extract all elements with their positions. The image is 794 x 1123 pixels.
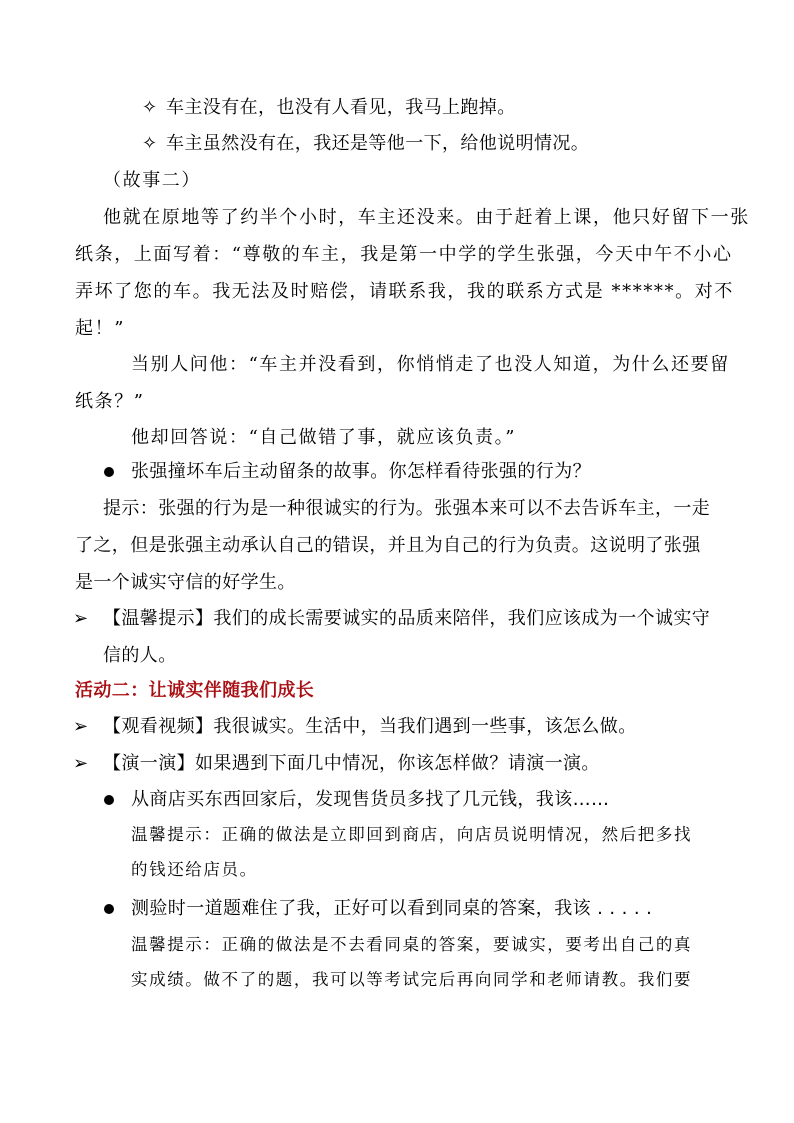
story-paragraph-line: 当别人问他：“车主并没看到，你悄悄走了也没人知道，为什么还要留 bbox=[131, 354, 730, 375]
case-text: 从商店买东西回家后，发现售货员多找了几元钱，我该…… bbox=[131, 789, 610, 810]
arrow-marker-icon: ➢ bbox=[73, 753, 89, 774]
hint-line: 是一个诚实守信的好学生。 bbox=[75, 572, 296, 593]
story-paragraph-line: 纸条，上面写着：“尊敬的车主，我是第一中学的学生张强，今天中午不小心 bbox=[75, 244, 733, 265]
case-tip-line: 的钱还给店员。 bbox=[131, 860, 258, 879]
story-paragraph-line: 纸条？” bbox=[75, 391, 145, 412]
case-tip-line: 温馨提示：正确的做法是立即回到商店，向店员说明情况，然后把多找 bbox=[131, 825, 693, 844]
option-marker-icon: ✧ bbox=[142, 133, 158, 154]
story-paragraph-line: 弄坏了您的车。我无法及时赔偿，请联系我，我的联系方式是 ******。对不 bbox=[75, 281, 734, 302]
question-text: 张强撞坏车后主动留条的故事。你怎样看待张强的行为？ bbox=[131, 461, 591, 482]
bullet-dot-icon bbox=[104, 904, 114, 914]
hint-line: 了之，但是张强主动承认自己的错误，并且为自己的行为负责。这说明了张强 bbox=[75, 535, 701, 556]
case-tip-line: 实成绩。做不了的题，我可以等考试完后再向同学和老师请教。我们要 bbox=[131, 970, 693, 989]
option-marker-icon: ✧ bbox=[142, 97, 158, 118]
option-item-1: 车主没有在，也没有人看见，我马上跑掉。 bbox=[166, 97, 516, 118]
hint-line: 提示：张强的行为是一种很诚实的行为。张强本来可以不去告诉车主，一走 bbox=[103, 498, 711, 519]
story-paragraph-line: 他却回答说：“自己做错了事，就应该负责。” bbox=[131, 427, 517, 448]
case-tip-line: 温馨提示：正确的做法是不去看同桌的答案，要诚实，要考出自己的真 bbox=[131, 935, 693, 954]
act-line: 【演一演】如果遇到下面几中情况，你该怎样做？请演一演。 bbox=[103, 753, 600, 774]
activity-heading: 活动二：让诚实伴随我们成长 bbox=[75, 680, 315, 701]
warm-tip-line: 【温馨提示】我们的成长需要诚实的品质来陪伴，我们应该成为一个诚实守 bbox=[103, 608, 711, 629]
story-paragraph-line: 他就在原地等了约半个小时，车主还没来。由于赶着上课，他只好留下一张 bbox=[103, 207, 750, 228]
arrow-marker-icon: ➢ bbox=[73, 716, 89, 737]
option-item-2: 车主虽然没有在，我还是等他一下，给他说明情况。 bbox=[166, 133, 590, 154]
story-paragraph-line: 起！” bbox=[75, 318, 126, 339]
story-title: （故事二） bbox=[103, 170, 201, 191]
warm-tip-line: 信的人。 bbox=[103, 645, 177, 666]
arrow-marker-icon: ➢ bbox=[73, 608, 89, 629]
bullet-dot-icon bbox=[104, 467, 114, 477]
bullet-dot-icon bbox=[104, 795, 114, 805]
video-line: 【观看视频】我很诚实。生活中，当我们遇到一些事，该怎么做。 bbox=[103, 716, 637, 737]
case-text: 测验时一道题难住了我，正好可以看到同桌的答案，我该 . . . . . bbox=[131, 898, 653, 919]
